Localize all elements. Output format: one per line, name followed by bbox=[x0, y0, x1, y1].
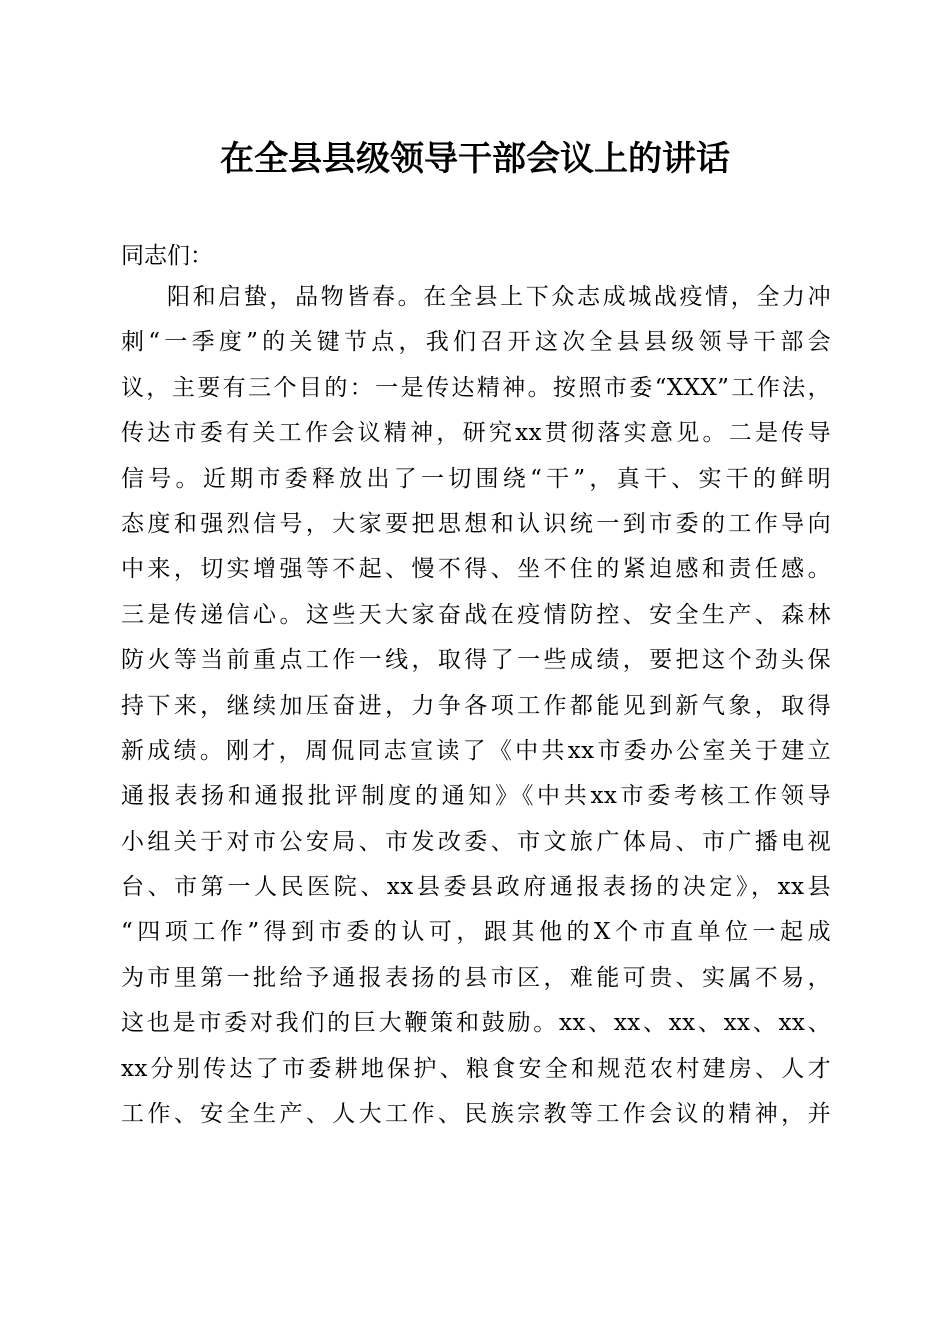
paragraph-line: 小组关于对市公安局、市发改委、市文旅广体局、市广播电视 bbox=[121, 828, 831, 855]
document-title: 在全县县级领导干部会议上的讲话 bbox=[220, 139, 730, 179]
paragraph-line: 议，主要有三个目的：一是传达精神。按照市委“XXX”工作法， bbox=[121, 374, 831, 401]
paragraph-line: “四项工作”得到市委的认可，跟其他的X个市直单位一起成 bbox=[121, 919, 831, 946]
paragraph-line: 三是传递信心。这些天大家奋战在疫情防控、安全生产、森林 bbox=[121, 601, 831, 628]
paragraph-line: 这也是市委对我们的巨大鞭策和鼓励。xx、xx、xx、xx、xx、 bbox=[121, 1010, 831, 1037]
paragraph-line: 为市里第一批给予通报表扬的县市区，难能可贵、实属不易， bbox=[121, 964, 831, 991]
body-paragraph bbox=[121, 277, 831, 1139]
paragraph-line: 传达市委有关工作会议精神，研究xx贯彻落实意见。二是传导 bbox=[121, 420, 831, 447]
paragraph-line: 态度和强烈信号，大家要把思想和认识统一到市委的工作导向 bbox=[121, 510, 831, 537]
paragraph-line: xx分别传达了市委耕地保护、粮食安全和规范农村建房、人才 bbox=[121, 1055, 831, 1082]
paragraph-line: 台、市第一人民医院、xx县委县政府通报表扬的决定》，xx县 bbox=[121, 874, 831, 901]
paragraph-line: 工作、安全生产、人大工作、民族宗教等工作会议的精神，并 bbox=[121, 1101, 831, 1128]
paragraph-line: 信号。近期市委释放出了一切围绕“干”，真干、实干的鲜明 bbox=[121, 465, 831, 492]
paragraph-line: 中来，切实增强等不起、慢不得、坐不住的紧迫感和责任感。 bbox=[121, 556, 831, 583]
paragraph-line: 持下来，继续加压奋进，力争各项工作都能见到新气象，取得 bbox=[121, 692, 831, 719]
paragraph-line: 阳和启蛰，品物皆春。在全县上下众志成城战疫情，全力冲 bbox=[167, 284, 831, 310]
paragraph-line: 防火等当前重点工作一线，取得了一些成绩，要把这个劲头保 bbox=[121, 647, 831, 674]
paragraph-line: 新成绩。刚才，周侃同志宣读了《中共xx市委办公室关于建立 bbox=[121, 737, 831, 764]
paragraph-line: 刺“一季度”的关键节点，我们召开这次全县县级领导干部会 bbox=[121, 329, 831, 356]
salutation: 同志们： bbox=[121, 243, 213, 269]
paragraph-line: 通报表扬和通报批评制度的通知》《中共xx市委考核工作领导 bbox=[121, 783, 831, 810]
